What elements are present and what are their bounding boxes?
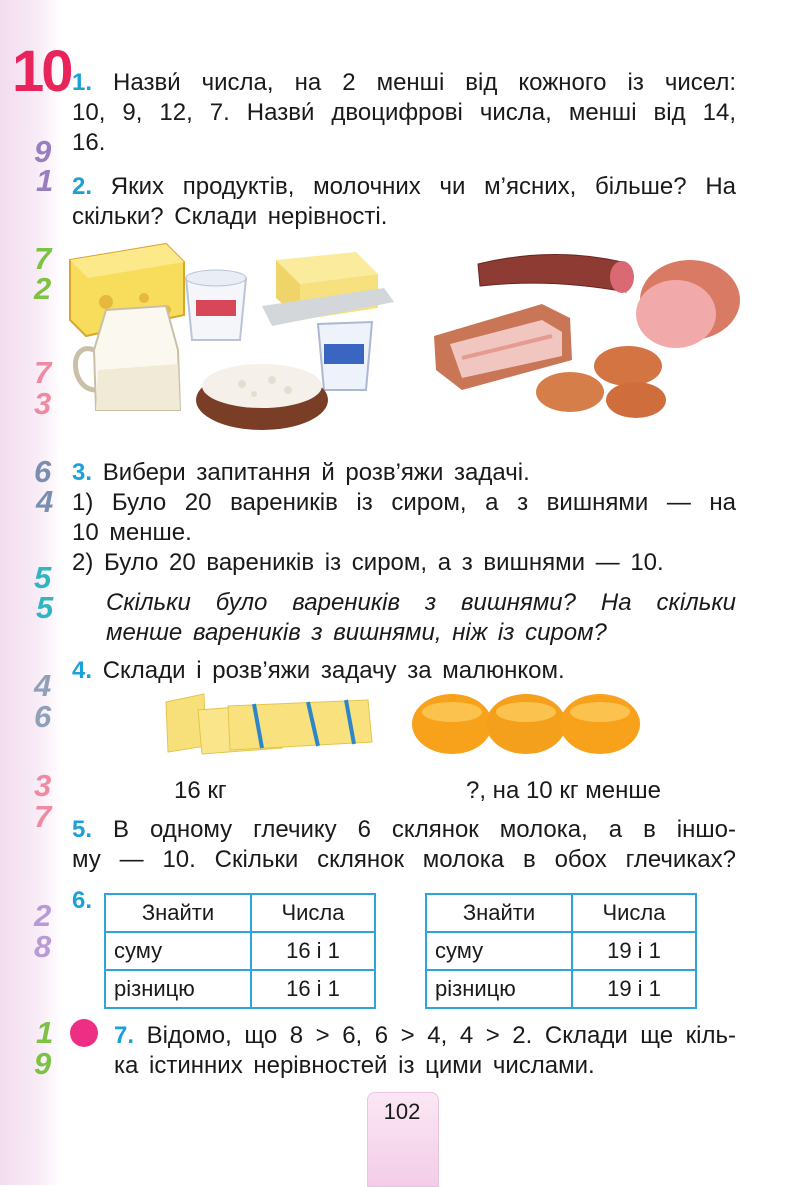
side-digit: 6 (34, 699, 52, 734)
table-cell: 19 і 1 (572, 970, 696, 1008)
side-digit: 4 (34, 668, 52, 703)
table-cell: різницю (426, 970, 572, 1008)
side-digit: 6 (34, 454, 52, 489)
task-7 (114, 1021, 736, 1081)
task-7-line-1: Відомо, що 8 > 6, 6 > 4, 4 > 2. Склади ще кіль- (146, 1022, 736, 1049)
butter-blocks-illustration (158, 688, 378, 758)
task-3-problem-1: 1) Було 20 вареників із сиром, а з вишнями — на (72, 489, 736, 516)
difficulty-dot-icon (70, 1019, 98, 1047)
side-digit: 9 (34, 1046, 52, 1081)
dairy-products-illustration (66, 240, 396, 440)
task-1 (72, 68, 736, 158)
table-header: Знайти (105, 894, 251, 932)
task-4 (72, 656, 736, 686)
task-2-line-2: скільки? Склади нерівності. (72, 203, 388, 230)
table-cell: 16 і 1 (251, 932, 375, 970)
task-5-line-2: му — 10. Скільки склянок молока в обох глечиках? (72, 846, 736, 873)
table-cell: різницю (105, 970, 251, 1008)
task-6-table-2 (425, 893, 697, 1009)
task-number: 1. (72, 69, 93, 96)
table-cell: 19 і 1 (572, 932, 696, 970)
table-header: Числа (572, 894, 696, 932)
task-3-title: Вибери запитання й розв’яжи задачі. (102, 459, 530, 486)
page-number: 102 (383, 1099, 421, 1124)
task-3-problem-1-end: 10 менше. (72, 519, 192, 546)
side-digit: 1 (36, 1015, 54, 1050)
side-digit: 7 (34, 799, 52, 834)
cheese-wheels-illustration (408, 690, 648, 760)
task-3-question-1: Скільки було вареників з вишнями? На скільки (106, 589, 736, 616)
task-number: 6. (72, 887, 93, 914)
cheese-weight-label: ?, на 10 кг менше (466, 777, 661, 804)
table-header: Знайти (426, 894, 572, 932)
side-digit: 7 (34, 241, 52, 276)
task-1-line-2: 10, 9, 12, 7. Назви́ двоцифрові числа, менші від 14, (72, 99, 736, 126)
task-1-line-3: 16. (72, 129, 106, 156)
side-digit: 4 (36, 484, 54, 519)
side-digit: 8 (34, 929, 52, 964)
task-2 (72, 172, 736, 232)
task-4-title: Склади і розв’яжи задачу за малюнком. (102, 657, 565, 684)
side-digit: 3 (34, 768, 52, 803)
task-5-line-1: В одному глечику 6 склянок молока, а в іншо- (113, 816, 736, 843)
task-number: 2. (72, 173, 93, 200)
task-6 (72, 886, 92, 916)
task-number: 3. (72, 459, 93, 486)
task-5 (72, 815, 736, 875)
table-header: Числа (251, 894, 375, 932)
side-digit: 2 (34, 271, 52, 306)
side-digit: 9 (34, 134, 52, 169)
task-7-line-2: ка істинних нерівностей із цими числами. (114, 1052, 595, 1079)
task-3-questions (106, 588, 736, 648)
side-digit: 5 (34, 560, 52, 595)
table-cell: 16 і 1 (251, 970, 375, 1008)
side-digit: 1 (36, 163, 54, 198)
meat-products-illustration (432, 240, 742, 430)
task-3-problem-2: 2) Було 20 вареників із сиром, а з вишнями — 10. (72, 549, 664, 576)
task-number: 5. (72, 816, 93, 843)
side-digit: 3 (34, 386, 52, 421)
task-number: 4. (72, 657, 93, 684)
table-cell: суму (426, 932, 572, 970)
side-digit: 2 (34, 898, 52, 933)
task-2-line-1: Яких продуктів, молочних чи м’ясних, більше? На (110, 173, 736, 200)
task-3 (72, 458, 736, 578)
lesson-number: 10 (12, 39, 71, 104)
side-digit: 7 (34, 355, 52, 390)
table-cell: суму (105, 932, 251, 970)
task-6-table-1 (104, 893, 376, 1009)
side-digit: 5 (36, 590, 54, 625)
task-number: 7. (114, 1022, 135, 1049)
butter-weight-label: 16 кг (174, 777, 227, 804)
task-1-line-1: Назви́ числа, на 2 менші від кожного із чисел: (113, 69, 736, 96)
task-3-question-2: менше вареників з вишнями, ніж із сиром? (106, 619, 607, 646)
